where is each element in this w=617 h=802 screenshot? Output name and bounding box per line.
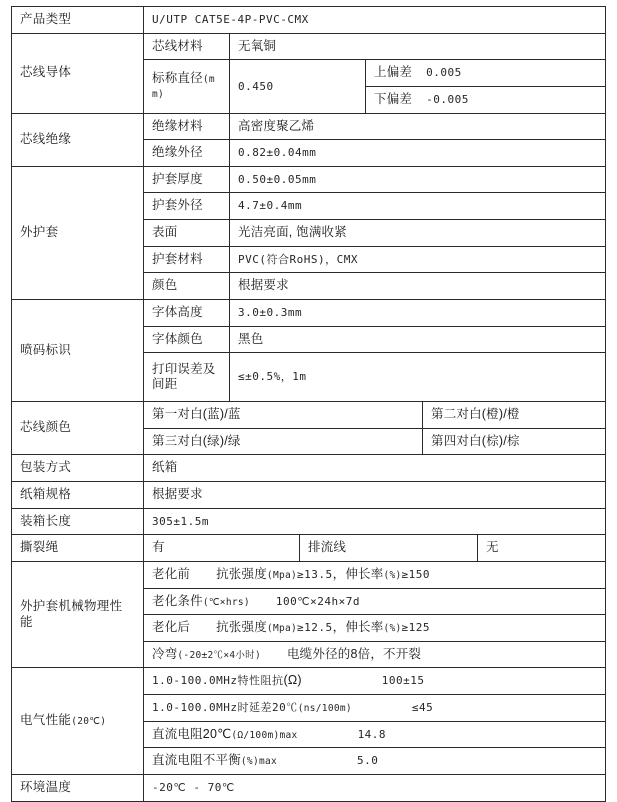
- section-label-insulation: 芯线绝缘: [12, 113, 144, 166]
- param-value-conductor-diameter: [230, 60, 366, 113]
- table-row-printing-font-height: [12, 299, 606, 326]
- row-value-packing-type: 纸箱: [144, 455, 606, 482]
- param-conductor-lower-tolerance: [366, 86, 606, 113]
- jacket-material-value-a: PVC(符合RoHS): [238, 252, 326, 266]
- param-label-conductor-diameter: [144, 60, 230, 113]
- table-row-jacket-thickness: [12, 166, 606, 193]
- before-aging-elongation-unit: (%): [383, 569, 402, 581]
- section-label-mechanical: 外护套机械物理性能: [12, 561, 144, 668]
- upper-tolerance-value: 0.005: [426, 66, 462, 80]
- mech-before-aging: [144, 561, 606, 588]
- after-aging-tensile-label: 抗张强度: [216, 620, 267, 635]
- ambient-temperature-value: -20℃ - 70℃: [152, 780, 235, 794]
- table-row-conductor-material: [12, 33, 606, 60]
- row-label-carton-spec: 纸箱规格: [12, 482, 144, 509]
- param-label-font-height: 字体高度: [144, 299, 230, 326]
- lower-tolerance-label: 下偏差: [374, 91, 413, 106]
- param-value-jacket-surface: 光洁亮面, 饱满收紧: [230, 220, 606, 247]
- before-aging-elongation-value: ≥150: [401, 567, 431, 581]
- cold-bend-label: 冷弯: [152, 646, 178, 661]
- section-label-conductor: 芯线导体: [12, 33, 144, 113]
- param-label-print-tolerance: 打印误差及间距: [144, 353, 230, 402]
- table-row-packing-type: [12, 455, 606, 482]
- after-aging-elongation-value: ≥125: [401, 621, 431, 635]
- param-label-jacket-color: 颜色: [144, 273, 230, 300]
- cold-bend-condition: (-20±2℃×4小时): [177, 649, 261, 661]
- insulation-od-value: 0.82±0.04mm: [238, 146, 317, 160]
- row-label-packing-length: 装箱长度: [12, 508, 144, 535]
- param-value-jacket-od: [230, 193, 606, 220]
- param-value-insulation-material: 高密度聚乙烯: [230, 113, 606, 140]
- param-value-font-color: 黑色: [230, 326, 606, 353]
- before-aging-elongation-label: 伸长率: [345, 566, 384, 581]
- dcr-value: 14.8: [357, 727, 387, 741]
- before-aging-tensile-label: 抗张强度: [216, 566, 267, 581]
- jacket-material-value-b: ，CMX: [325, 252, 358, 266]
- electrical-label-text: 电气性能: [20, 713, 72, 728]
- row-value-ambient-temperature: [144, 774, 606, 801]
- param-label-font-color: 字体颜色: [144, 326, 230, 353]
- jacket-thickness-value: 0.50±0.05mm: [238, 172, 317, 186]
- row-label-ambient-temperature: 环境温度: [12, 774, 144, 801]
- dcr-unbalance-unit: (%): [240, 756, 259, 768]
- product-specification-table: [11, 6, 606, 802]
- param-label-conductor-material: 芯线材料: [144, 33, 230, 60]
- mech-after-aging: [144, 615, 606, 642]
- conductor-diameter-value: 0.450: [238, 79, 274, 93]
- cold-bend-value: 电缆外径的8倍，不开裂: [286, 646, 422, 661]
- delay-unit: (ns/100m): [297, 703, 352, 714]
- table-row-product-type: [12, 7, 606, 34]
- print-tolerance-value: ≤±0.5%，1m: [238, 370, 307, 384]
- electrical-label-suffix: (20℃): [71, 716, 107, 728]
- elec-dc-resistance-unbalance: [144, 748, 606, 775]
- table-row-ripcord: [12, 535, 606, 562]
- dcr-unbalance-value: 5.0: [357, 754, 379, 768]
- param-value-font-height: [230, 299, 606, 326]
- product-type-value: U/UTP CAT5E-4P-PVC-CMX: [152, 13, 309, 26]
- param-value-insulation-od: [230, 140, 606, 167]
- section-label-jacket: 外护套: [12, 166, 144, 299]
- param-value-jacket-color: 根据要求: [230, 273, 606, 300]
- table-row-packing-length: [12, 508, 606, 535]
- aging-condition-unit: (℃×hrs): [202, 596, 250, 608]
- before-aging-tensile-unit: (Mpa): [266, 569, 298, 581]
- param-value-print-tolerance: [230, 353, 606, 402]
- mech-aging-condition: [144, 588, 606, 615]
- elec-delay-skew: [144, 695, 606, 722]
- row-value-packing-length: [144, 508, 606, 535]
- row-label-ripcord: 撕裂绳: [12, 535, 144, 562]
- jacket-od-value: 4.7±0.4mm: [238, 199, 303, 213]
- param-label-jacket-thickness: 护套厚度: [144, 166, 230, 193]
- after-aging-elongation-unit: (%): [383, 623, 402, 635]
- conductor-diameter-label-text: 标称直径: [152, 70, 203, 85]
- param-label-jacket-material: 护套材料: [144, 246, 230, 273]
- param-label-jacket-surface: 表面: [144, 220, 230, 247]
- after-aging-tensile-unit: (Mpa): [266, 623, 298, 635]
- dcr-unbalance-label: 直流电阻不平衡: [152, 753, 241, 768]
- impedance-value: 100±15: [381, 674, 425, 688]
- before-aging-tensile-value: ≥13.5: [297, 567, 333, 581]
- pair-color-4: 第四对白(棕)/棕: [423, 428, 606, 455]
- table-row-insulation-material: [12, 113, 606, 140]
- param-label-jacket-od: 护套外径: [144, 193, 230, 220]
- table-row-elec-impedance: [12, 668, 606, 695]
- section-label-printing: 喷码标识: [12, 299, 144, 401]
- table-row-pair-colors-1: [12, 402, 606, 429]
- lower-tolerance-value: -0.005: [426, 92, 469, 106]
- after-aging-separator: ，: [332, 620, 346, 635]
- pair-color-2: 第二对白(橙)/橙: [423, 402, 606, 429]
- table-row-mech-before-aging: [12, 561, 606, 588]
- section-label-pair-colors: 芯线颜色: [12, 402, 144, 455]
- mech-cold-bend: [144, 641, 606, 668]
- row-value-drain-wire: 无: [478, 535, 606, 562]
- table-row-carton-spec: [12, 482, 606, 509]
- param-label-insulation-material: 绝缘材料: [144, 113, 230, 140]
- dcr-max: max: [279, 729, 298, 741]
- row-label-product-type: 产品类型: [12, 7, 144, 34]
- elec-impedance: [144, 668, 606, 695]
- row-label-packing-type: 包装方式: [12, 455, 144, 482]
- table-row-ambient-temperature: [12, 774, 606, 801]
- param-value-jacket-thickness: [230, 166, 606, 193]
- dcr-unbalance-max: max: [258, 756, 278, 768]
- row-value-product-type: [144, 7, 606, 34]
- conductor-diameter-unit: (mm): [152, 73, 215, 101]
- param-conductor-upper-tolerance: [366, 60, 606, 87]
- aging-condition-value: 100℃×24h×7d: [275, 594, 360, 608]
- impedance-label: 1.0-100.0MHz特性阻抗: [152, 674, 284, 688]
- dcr-label: 直流电阻20℃: [152, 726, 232, 741]
- packing-length-value: 305±1.5m: [152, 514, 209, 528]
- pair-color-1: 第一对白(蓝)/蓝: [144, 402, 423, 429]
- before-aging-prefix: 老化前: [152, 566, 191, 581]
- param-label-insulation-od: 绝缘外径: [144, 140, 230, 167]
- before-aging-separator: ，: [332, 566, 346, 581]
- row-value-carton-spec: 根据要求: [144, 482, 606, 509]
- row-value-ripcord: 有: [144, 535, 300, 562]
- row-label-drain-wire: 排流线: [300, 535, 478, 562]
- elec-dc-resistance: [144, 721, 606, 748]
- delay-value: ≤45: [411, 701, 434, 714]
- param-value-jacket-material: [230, 246, 606, 273]
- dcr-unit: (Ω/100m): [231, 729, 280, 741]
- aging-condition-label: 老化条件: [152, 593, 203, 608]
- after-aging-elongation-label: 伸长率: [345, 620, 384, 635]
- font-height-value: 3.0±0.3mm: [238, 305, 303, 319]
- section-label-electrical: [12, 668, 144, 775]
- param-value-conductor-material: 无氧铜: [230, 33, 606, 60]
- pair-color-3: 第三对白(绿)/绿: [144, 428, 423, 455]
- after-aging-prefix: 老化后: [152, 620, 191, 635]
- impedance-unit: (Ω): [283, 673, 302, 688]
- upper-tolerance-label: 上偏差: [374, 65, 413, 80]
- after-aging-tensile-value: ≥12.5: [297, 621, 333, 635]
- delay-label: 1.0-100.0MHz时延差20℃: [152, 701, 298, 714]
